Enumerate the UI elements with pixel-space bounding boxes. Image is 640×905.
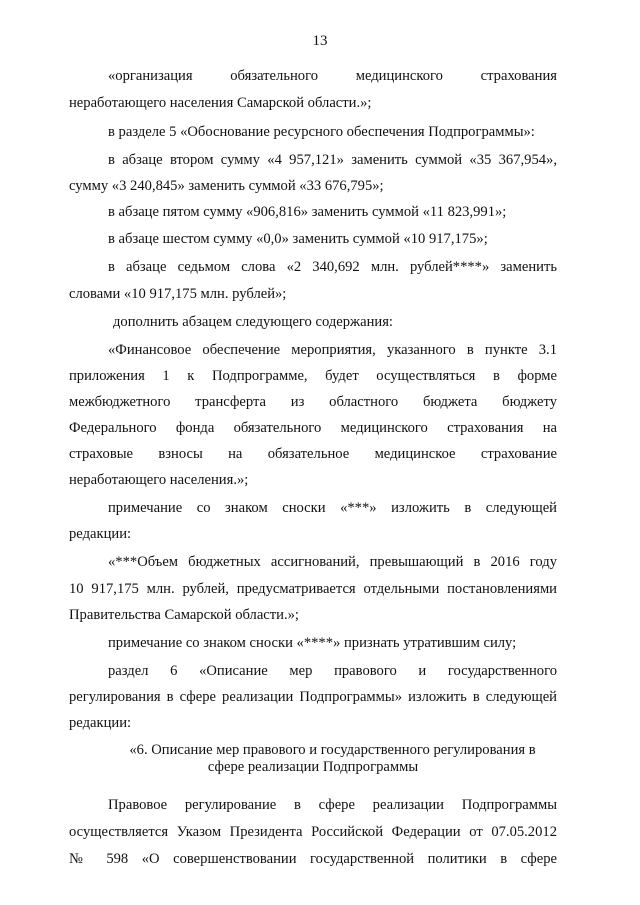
text-line: редакции: — [69, 715, 132, 731]
text-line: в абзаце шестом сумму «0,0» заменить суммой «10 917,175»; — [108, 231, 488, 247]
text-line: Федерального фонда обязательного медицинского страхования на — [69, 420, 557, 436]
text-line: дополнить абзацем следующего содержания: — [113, 314, 393, 330]
text-line: осуществляется Указом Президента Российской Федерации от 07.05.2012 — [69, 824, 557, 840]
text-line: редакции: — [69, 526, 132, 542]
text-line: «Финансовое обеспечение мероприятия, указанного в пункте 3.1 — [108, 342, 557, 358]
section-heading-line: «6. Описание мер правового и государственного регулирования в — [129, 742, 536, 758]
text-line: примечание со знаком сноски «***» изложить в следующей — [108, 500, 557, 516]
text-line: межбюджетного трансферта из областного бюджета бюджету — [69, 394, 557, 410]
text-line: неработающего населения Самарской области.»; — [69, 95, 372, 111]
text-line: в абзаце седьмом слова «2 340,692 млн. рублей****» заменить — [108, 259, 557, 275]
text-line: в разделе 5 «Обоснование ресурсного обеспечения Подпрограммы»: — [108, 124, 535, 140]
text-line: «***Объем бюджетных ассигнований, превышающий в 2016 году — [108, 554, 557, 570]
text-line: неработающего населения.»; — [69, 472, 249, 488]
text-line: «организация обязательного медицинского страхования — [108, 68, 557, 84]
text-line: 10 917,175 млн. рублей, предусматривается отдельными постановлениями — [69, 581, 557, 597]
text-line: Правовое регулирование в сфере реализации Подпрограммы — [108, 797, 557, 813]
text-line: сумму «3 240,845» заменить суммой «33 676,795»; — [69, 178, 384, 194]
text-line: в абзаце пятом сумму «906,816» заменить суммой «11 823,991»; — [108, 204, 507, 220]
page-number: 13 — [312, 33, 328, 49]
text-line: Правительства Самарской области.»; — [69, 607, 299, 623]
text-line: раздел 6 «Описание мер правового и государственного — [108, 663, 557, 679]
text-line: приложения 1 к Подпрограмме, будет осуществляться в форме — [69, 368, 557, 384]
text-line: № 598 «О совершенствовании государственной политики в сфере — [69, 851, 557, 867]
text-line: в абзаце втором сумму «4 957,121» заменить суммой «35 367,954», — [108, 152, 557, 168]
text-line: примечание со знаком сноски «****» признать утратившим силу; — [108, 635, 517, 651]
text-line: страховые взносы на обязательное медицинское страхование — [69, 446, 557, 462]
text-line: словами «10 917,175 млн. рублей»; — [69, 286, 287, 302]
text-line: регулирования в сфере реализации Подпрограммы» изложить в следующей — [69, 689, 557, 705]
section-heading-line: сфере реализации Подпрограммы — [207, 759, 419, 775]
